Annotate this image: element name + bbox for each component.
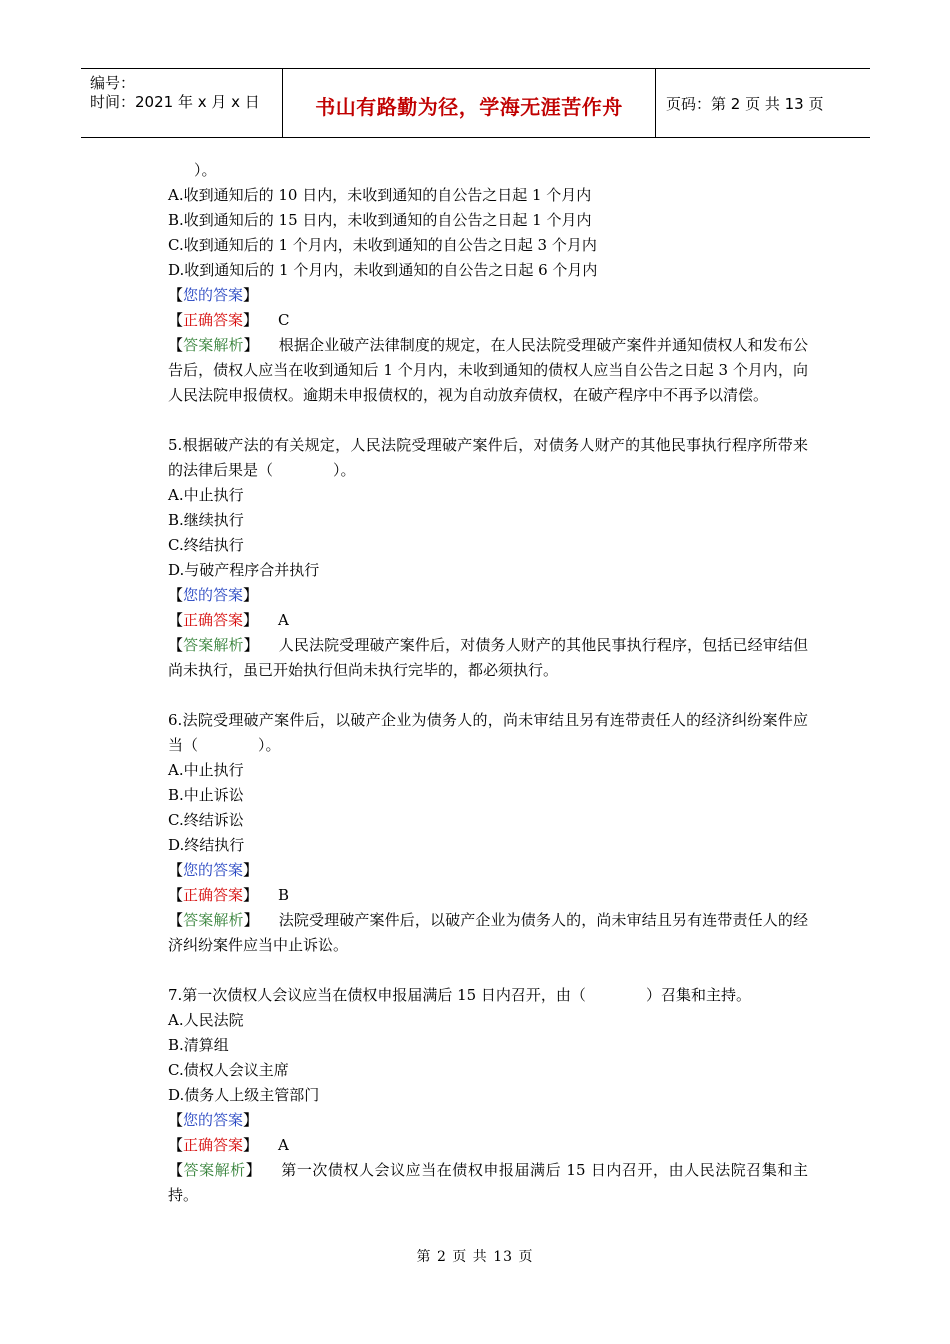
analysis-label: 答案解析 [183,1161,246,1179]
question-6 [168,708,808,958]
option-c: C.终结执行 [168,536,244,554]
analysis-text: 第一次债权人会议应当在债权申报届满后 15 日内召开，由人民法院召集和主持。 [168,1161,808,1204]
option-d: D.终结执行 [168,836,245,854]
analysis-row: 【答案解析】 根据企业破产法律制度的规定，在人民法院受理破产案件并通知债权人和发布公告后，债权人应当在收到通知后 1 个月内，未收到通知的债权人应当自公告之日起 3 个月内，向人民法院申报债权。逾期未申报债权的，视为自动放弃债权，在破产程序中不再予以清偿。 [168,336,808,404]
correct-answer-value: A [278,611,289,629]
question-4 [168,158,808,408]
page-header [81,68,870,138]
option-b: B.清算组 [168,1036,229,1054]
option-d: D.收到通知后的 1 个月内，未收到通知的自公告之日起 6 个月内 [168,261,598,279]
correct-answer-label: 正确答案 [183,611,244,629]
header-page-cell [656,69,870,137]
analysis-row: 【答案解析】 人民法院受理破产案件后，对债务人财产的其他民事执行程序，包括已经审结但尚未执行，虽已开始执行但尚未执行完毕的，都必须执行。 [168,636,808,679]
analysis-text: 根据企业破产法律制度的规定，在人民法院受理破产案件并通知债权人和发布公告后，债权人应当在收到通知后 1 个月内，未收到通知的债权人应当自公告之日起 3 个月内，向人民法院申报债权。逾期未申报债权的，视为自动放弃债权，在破产程序中不再予以清偿。 [168,336,808,404]
your-answer-row: 【您的答案】 [168,286,259,304]
correct-answer-value: B [278,886,290,904]
option-d: D.债务人上级主管部门 [168,1086,320,1104]
document-time-label: 时间：2021 年 x 月 x 日 [90,93,260,111]
page-footer: 第 2 页 共 13 页 [416,1249,534,1265]
header-meta-cell [81,69,282,137]
analysis-label: 答案解析 [183,636,244,654]
analysis-label: 答案解析 [183,911,244,929]
analysis-row: 【答案解析】 法院受理破产案件后，以破产企业为债务人的，尚未审结且另有连带责任人的经济纠纷案件应当中止诉讼。 [168,911,808,954]
correct-answer-value: C [278,311,290,329]
your-answer-label: 您的答案 [183,286,244,304]
option-c: C.收到通知后的 1 个月内，未收到通知的自公告之日起 3 个月内 [168,236,597,254]
your-answer-row: 【您的答案】 [168,861,259,879]
option-a: A.人民法院 [168,1011,244,1029]
header-page-info: 页码：第 2 页 共 13 页 [666,95,824,113]
your-answer-row: 【您的答案】 [168,1111,259,1129]
question-stem: 6.法院受理破产案件后，以破产企业为债务人的，尚未审结且另有连带责任人的经济纠纷案件应当（ ）。 [168,711,808,754]
option-a: A.中止执行 [168,761,244,779]
analysis-label: 答案解析 [183,336,244,354]
your-answer-label: 您的答案 [183,1111,244,1129]
option-a: A.收到通知后的 10 日内，未收到通知的自公告之日起 1 个月内 [168,186,592,204]
option-a: A.中止执行 [168,486,244,504]
option-c: C.债权人会议主席 [168,1061,289,1079]
analysis-text: 人民法院受理破产案件后，对债务人财产的其他民事执行程序，包括已经审结但尚未执行，虽已开始执行但尚未执行完毕的，都必须执行。 [168,636,808,679]
option-b: B.收到通知后的 15 日内，未收到通知的自公告之日起 1 个月内 [168,211,592,229]
correct-answer-row: 【正确答案】 C [168,311,290,329]
header-motto: 书山有路勤为径，学海无涯苦作舟 [315,95,623,119]
header-motto-cell [282,69,656,137]
document-body [168,158,808,1208]
option-c: C.终结诉讼 [168,811,244,829]
option-b: B.继续执行 [168,511,244,529]
correct-answer-row: 【正确答案】 A [168,611,289,629]
question-stem: 7.第一次债权人会议应当在债权申报届满后 15 日内召开，由（ ）召集和主持。 [168,986,751,1004]
correct-answer-label: 正确答案 [183,311,244,329]
correct-answer-label: 正确答案 [183,1136,244,1154]
question-stem: 5.根据破产法的有关规定，人民法院受理破产案件后，对债务人财产的其他民事执行程序所带来的法律后果是（ ）。 [168,436,808,479]
question-7 [168,983,808,1208]
question-5 [168,433,808,683]
analysis-text: 法院受理破产案件后，以破产企业为债务人的，尚未审结且另有连带责任人的经济纠纷案件应当中止诉讼。 [168,911,808,954]
analysis-row: 【答案解析】 第一次债权人会议应当在债权申报届满后 15 日内召开，由人民法院召集和主持。 [168,1161,808,1204]
your-answer-label: 您的答案 [183,861,244,879]
your-answer-row: 【您的答案】 [168,586,259,604]
correct-answer-row: 【正确答案】 B [168,886,290,904]
correct-answer-row: 【正确答案】 A [168,1136,289,1154]
question-stem-tail: ）。 [194,161,217,179]
correct-answer-value: A [278,1136,289,1154]
your-answer-label: 您的答案 [183,586,244,604]
document-number-label: 编号： [90,74,136,92]
correct-answer-label: 正确答案 [183,886,244,904]
option-b: B.中止诉讼 [168,786,244,804]
option-d: D.与破产程序合并执行 [168,561,320,579]
